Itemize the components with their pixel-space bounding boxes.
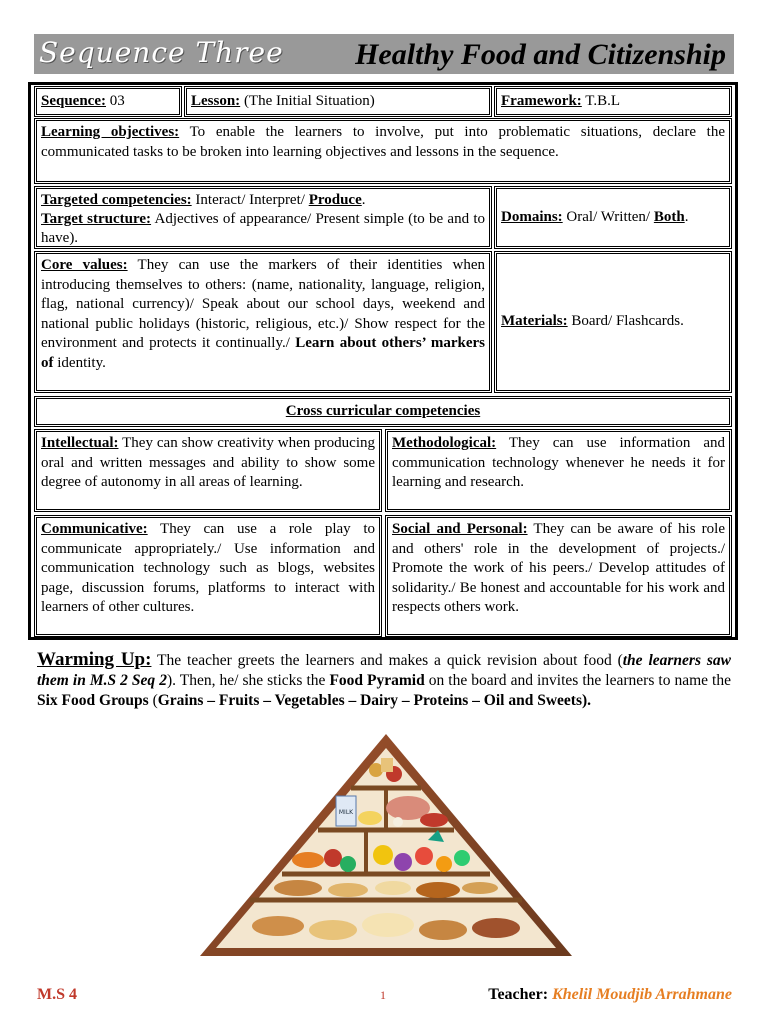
milk-carton-label: MILK <box>338 809 354 816</box>
core-values-cell <box>34 251 492 393</box>
objectives-label: Learning objectives: <box>41 124 180 140</box>
intellectual-label: Intellectual: <box>41 435 119 451</box>
structure-label: Target structure: <box>41 211 152 227</box>
communicative-cell <box>34 515 382 637</box>
teacher-name: Khelil Moudjib Arrahmane <box>552 986 732 1003</box>
competencies-end: . <box>361 192 366 208</box>
warm-text-3: ). Then, he/ she sticks the <box>166 672 330 689</box>
framework-cell <box>494 86 732 117</box>
teacher-credit <box>488 986 732 1004</box>
teacher-label: Teacher: <box>488 986 549 1003</box>
lesson-value: (The Initial Situation) <box>240 92 375 109</box>
core-values-label: Core values: <box>41 257 128 273</box>
sequence-title: Sequence Three <box>39 36 284 69</box>
domains-end: . <box>684 208 689 225</box>
social-personal-cell <box>385 515 732 637</box>
competencies-text: Interact/ Interpret/ <box>191 192 309 208</box>
domains-text: Oral/ Written/ <box>562 208 654 225</box>
sequence-label: Sequence: <box>41 92 106 109</box>
core-values-bold: Learn about others’ markers of <box>41 335 485 371</box>
communicative-label: Communicative: <box>41 521 148 537</box>
six-food-groups-term: Six Food Groups <box>37 692 149 709</box>
framework-label: Framework: <box>501 92 582 109</box>
methodological-cell <box>385 429 732 512</box>
warm-text-7: ( <box>148 692 158 709</box>
learning-objectives-cell <box>34 118 732 184</box>
food-pyramid-term: Food Pyramid <box>329 672 425 689</box>
materials-text: Board/ Flashcards. <box>567 313 684 330</box>
core-values-text: They can use the markers of their identities when introducing themselves to others: (name, nationality, language, religion, flag, national currency)/ Speak about our school days, weekend and national public holidays (historic, religious, etc.)/ Show respect for the environment and protects it continually./ <box>41 257 485 352</box>
materials-cell <box>494 251 732 393</box>
both-word: Both <box>653 208 685 225</box>
intellectual-cell <box>34 429 382 512</box>
core-values-end: identity. <box>53 354 106 371</box>
intellectual-text: They can show creativity when producing oral and written messages and ability to show some degree of autonomy in all areas of learning. <box>41 435 375 491</box>
warming-up-title: Warming Up: <box>37 649 152 670</box>
communicative-text: They can use a role play to communicate appropriately./ Use information and communication technology such as blogs, websites page, discussion forums, platforms to interact with learners of other cultures. <box>41 521 375 616</box>
framework-value: T.B.L <box>581 92 621 109</box>
warming-up-paragraph <box>37 650 731 711</box>
methodological-label: Methodological: <box>392 435 497 451</box>
sequence-value: 03 <box>106 92 125 109</box>
domains-cell <box>494 186 732 249</box>
warm-text-1: The teacher greets the learners and makes a quick revision about food ( <box>151 652 623 669</box>
social-personal-label: Social and Personal: <box>392 521 528 537</box>
sequence-banner <box>34 34 734 74</box>
materials-label: Materials: <box>501 313 568 330</box>
objectives-text: To enable the learners to involve, put into problematic situations, declare the communicated tasks to be broken into learning objectives and lessons in the sequence. <box>41 124 725 160</box>
competencies-cell <box>34 186 492 249</box>
class-level: M.S 4 <box>37 986 77 1003</box>
domains-label: Domains: <box>501 208 563 225</box>
theme-title: Healthy Food and Citizenship <box>355 38 726 71</box>
lesson-label: Lesson: <box>191 92 241 109</box>
warm-text-italic: the learners saw them in M.S 2 Seq 2 <box>37 652 731 689</box>
page-number: 1 <box>380 988 386 1002</box>
sequence-cell <box>34 86 182 117</box>
cross-curricular-header: Cross curricular competencies <box>34 396 732 427</box>
food-pyramid-image <box>198 730 574 958</box>
produce-word: Produce <box>308 192 362 208</box>
structure-text: Adjectives of appearance/ Present simple (to be and to have). <box>41 211 485 246</box>
food-groups-list: Grains – Fruits – Vegetables – Dairy – Proteins – Oil and Sweets). <box>157 692 592 709</box>
competencies-label: Targeted competencies: <box>41 192 192 208</box>
lesson-cell <box>184 86 492 117</box>
warm-text-5: on the board and invites the learners to name the <box>424 672 731 689</box>
social-personal-text: They can be aware of his role and others' role in the development of projects./ Promote the work of his peers./ Develop attitudes of solidarity./ Be honest and accountable for his work and respects others work. <box>392 521 725 616</box>
methodological-text: They can use information and communication technology whenever he needs it for learning and research. <box>392 435 725 491</box>
